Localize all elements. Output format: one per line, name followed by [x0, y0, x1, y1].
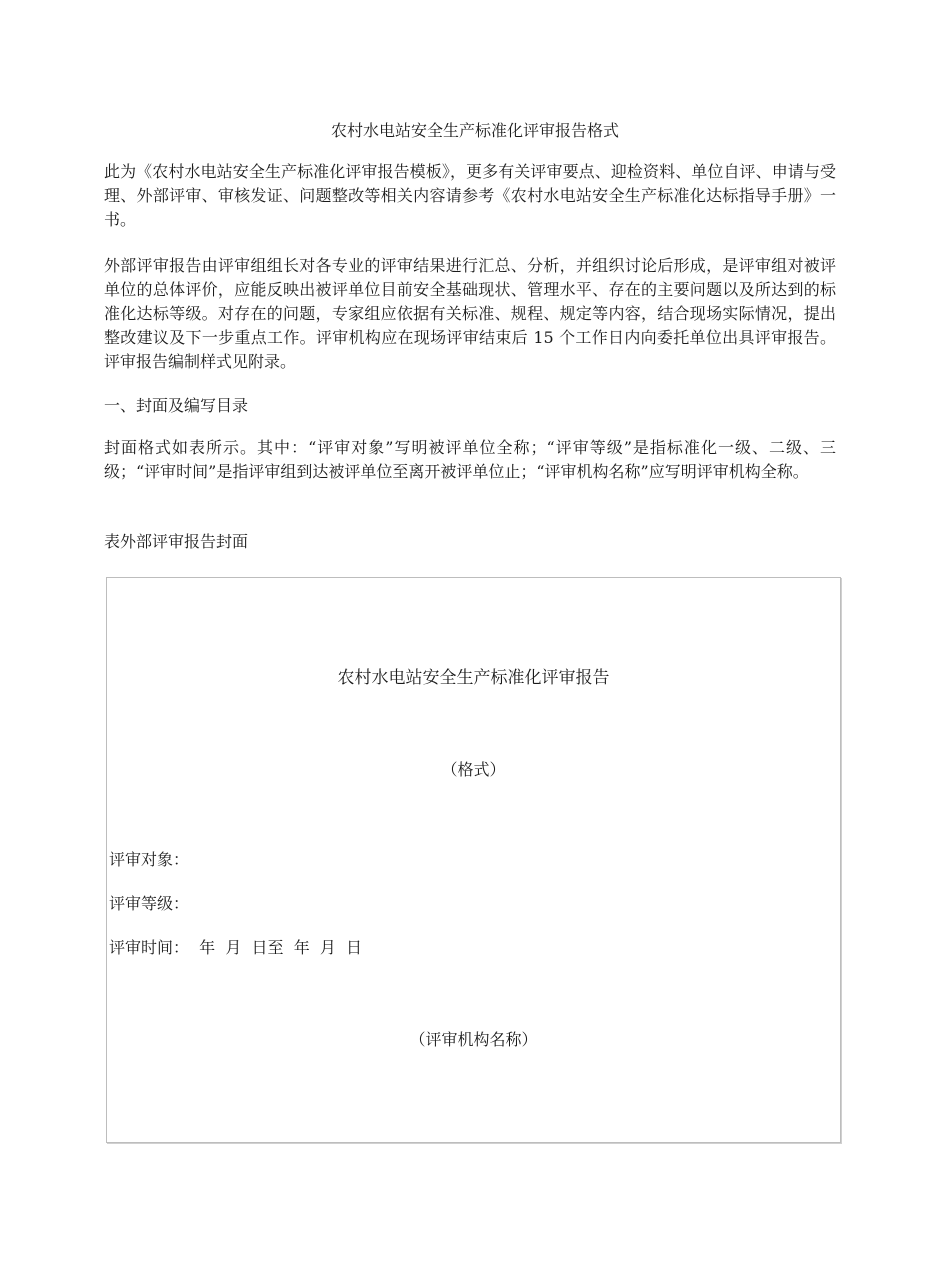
cover-object-field: 评审对象： — [109, 850, 190, 869]
intro-paragraph: 此为《农村水电站安全生产标准化评审报告模板》，更多有关评审要点、迎检资料、单位自评、申请与受理、外部评审、审核发证、问题整改等相关内容请参考《农村水电站安全生产标准化达标指导手册》一书。 — [104, 162, 836, 229]
cover-org-name: （评审机构名称） — [409, 1030, 538, 1049]
cover-format-label: （格式） — [441, 760, 506, 779]
document-title: 农村水电站安全生产标准化评审报告格式 — [330, 121, 619, 140]
cover-format-paragraph: 封面格式如表所示。其中：“评审对象”写明被评单位全称；“评审等级”是指标准化一级、二级、三级；“评审时间”是指评审组到达被评单位至离开被评单位止；“评审机构名称”应写明评审机构全称。 — [104, 438, 836, 481]
table-caption: 表外部评审报告封面 — [104, 532, 249, 551]
external-review-paragraph: 外部评审报告由评审组组长对各专业的评审结果进行汇总、分析，并组织讨论后形成，是评审组对被评单位的总体评价，应能反映出被评单位目前安全基础现状、管理水平、存在的主要问题以及所达到的标准化达标等级。对存在的问题，专家组应依据有关标准、规程、规定等内容，结合现场实际情况，提出整改建议及下一步重点工作。评审机构应在现场评审结束后 15 个工作日内向委托单位出具评审报告。评审报告编制样式见附录。 — [104, 256, 836, 371]
cover-title: 农村水电站安全生产标准化评审报告 — [337, 668, 610, 688]
cover-time-field: 评审时间： 年 月 日至 年 月 日 — [109, 938, 363, 957]
cover-sample-box — [106, 577, 841, 1143]
section-heading-cover: 一、封面及编写目录 — [104, 396, 249, 415]
cover-level-field: 评审等级： — [109, 894, 190, 913]
